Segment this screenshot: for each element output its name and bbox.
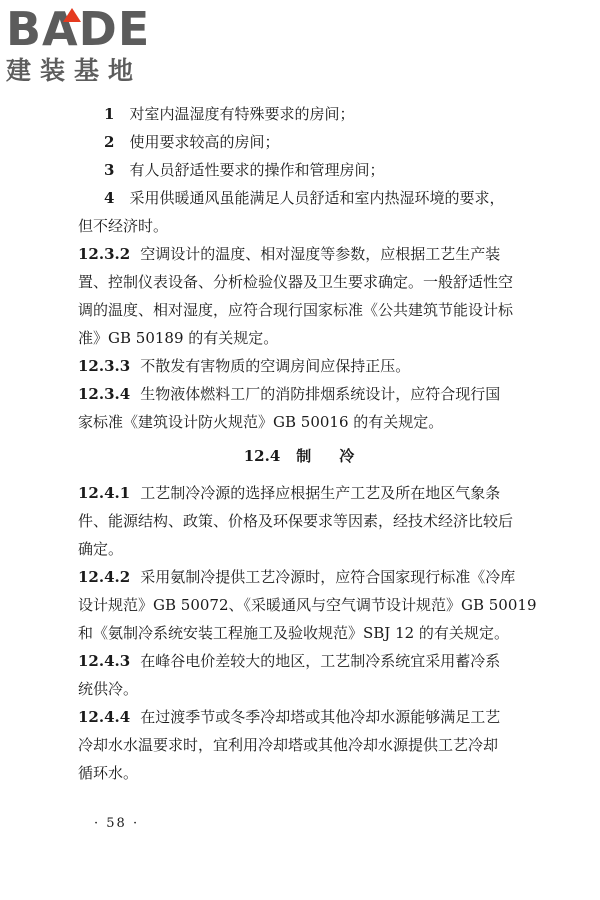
list-item-text: 有人员舒适性要求的操作和管理房间； <box>129 161 385 179</box>
clause-line <box>78 731 548 759</box>
item-list <box>78 100 548 240</box>
logo-accent-triangle <box>63 8 81 22</box>
clause-line <box>78 759 548 787</box>
clause-number: 12.4.4 <box>78 708 131 726</box>
clause-line <box>78 675 548 703</box>
clause-text: 工艺制冷冷源的选择应根据生产工艺及所在地区气象条 <box>140 484 501 502</box>
list-item <box>78 128 548 156</box>
clause-text: 生物液体燃料工厂的消防排烟系统设计，应符合现行国 <box>140 385 501 403</box>
list-item-number: 1 <box>104 105 115 123</box>
clause-line <box>78 535 548 563</box>
clause-text: 在过渡季节或冬季冷却塔或其他冷却水源能够满足工艺 <box>140 708 501 726</box>
clause-line <box>78 507 548 535</box>
clauses-12-4 <box>78 479 548 787</box>
clause-text: 置、控制仪表设备、分析检验仪器及卫生要求确定。一般舒适性空 <box>78 273 514 291</box>
section-title: 制冷 <box>296 447 383 465</box>
logo-wordmark: BADE <box>6 2 151 56</box>
clause-line <box>78 619 548 647</box>
clause-number: 12.4.1 <box>78 484 131 502</box>
clause-number: 12.3.3 <box>78 357 131 375</box>
clause-text: 空调设计的温度、相对湿度等参数，应根据工艺生产装 <box>140 245 501 263</box>
clause-text: 件、能源结构、政策、价格及环保要求等因素，经技术经济比较后 <box>78 512 514 530</box>
clause-text: 确定。 <box>78 540 124 558</box>
clause-line <box>78 563 548 591</box>
list-item <box>78 100 548 128</box>
list-item-text: 使用要求较高的房间； <box>129 133 280 151</box>
clause-line <box>78 380 548 408</box>
clause-line <box>78 591 548 619</box>
clause-line <box>78 703 548 731</box>
list-item-text: 但不经济时。 <box>78 217 169 235</box>
clause-line <box>78 296 548 324</box>
list-item-number: 4 <box>104 189 115 207</box>
clause-number: 12.4.2 <box>78 568 131 586</box>
document-body <box>78 100 548 787</box>
section-number: 12.4 <box>243 447 281 465</box>
list-item <box>78 212 548 240</box>
list-item <box>78 156 548 184</box>
clause-line <box>78 352 548 380</box>
section-heading <box>78 445 548 466</box>
clause-line <box>78 268 548 296</box>
clause-number: 12.3.2 <box>78 245 131 263</box>
clause-line <box>78 479 548 507</box>
clause-text: 统供冷。 <box>78 680 139 698</box>
clauses-12-3 <box>78 240 548 436</box>
list-item-text: 对室内温湿度有特殊要求的房间； <box>129 105 355 123</box>
list-item-number: 2 <box>104 133 115 151</box>
logo-subtitle: 建装基地 <box>6 56 143 85</box>
logo <box>6 2 176 92</box>
page-number: · 58 · <box>94 816 140 831</box>
clause-text: 准》GB 50189 的有关规定。 <box>78 329 279 347</box>
clause-text: 不散发有害物质的空调房间应保持正压。 <box>140 357 411 375</box>
clause-number: 12.3.4 <box>78 385 131 403</box>
clause-line <box>78 240 548 268</box>
clause-text: 采用氨制冷提供工艺冷源时，应符合国家现行标准《冷库 <box>140 568 516 586</box>
list-item <box>78 184 548 212</box>
list-item-number: 3 <box>104 161 115 179</box>
clause-line <box>78 324 548 352</box>
clause-text: 冷却水水温要求时，宜利用冷却塔或其他冷却水源提供工艺冷却 <box>78 736 499 754</box>
clause-text: 设计规范》GB 50072、《采暖通风与空气调节设计规范》GB 50019 <box>78 596 537 614</box>
list-item-text: 采用供暖通风虽能满足人员舒适和室内热湿环境的要求， <box>129 189 505 207</box>
clause-line <box>78 408 548 436</box>
clause-number: 12.4.3 <box>78 652 131 670</box>
clause-text: 调的温度、相对湿度，应符合现行国家标准《公共建筑节能设计标 <box>78 301 514 319</box>
clause-text: 在峰谷电价差较大的地区，工艺制冷系统宜采用蓄冷系 <box>140 652 501 670</box>
clause-text: 和《氨制冷系统安装工程施工及验收规范》SBJ 12 的有关规定。 <box>78 624 509 642</box>
clause-text: 家标准《建筑设计防火规范》GB 50016 的有关规定。 <box>78 413 444 431</box>
clause-text: 循环水。 <box>78 764 139 782</box>
clause-line <box>78 647 548 675</box>
